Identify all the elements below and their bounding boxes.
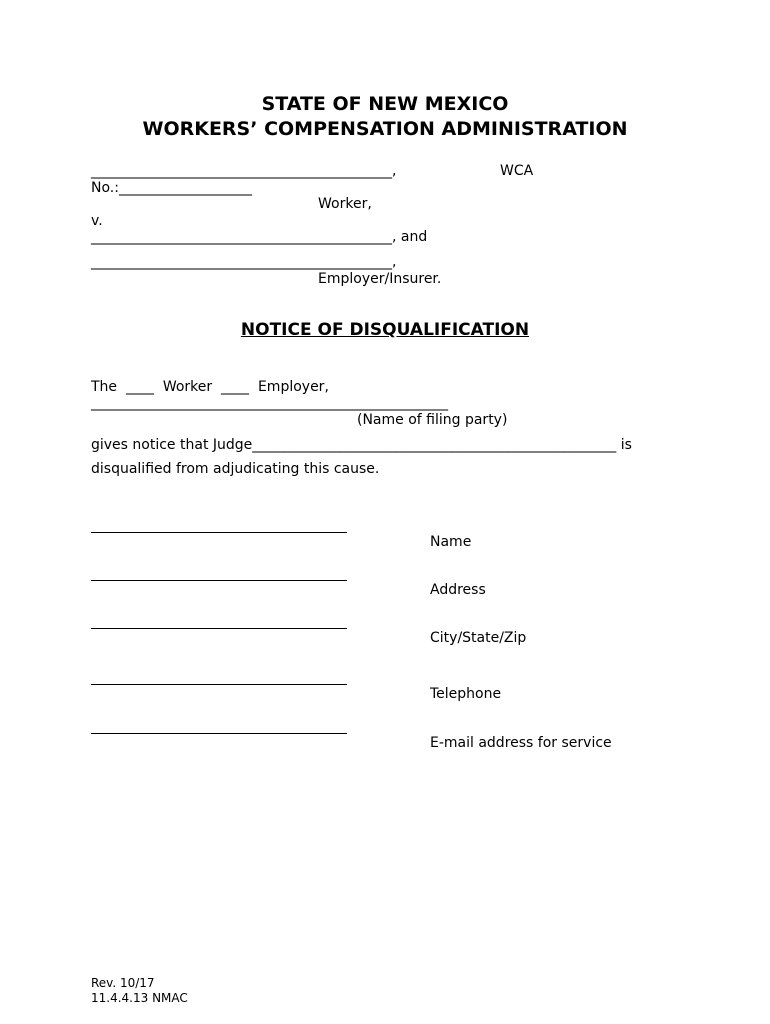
email-label: E-mail address for service xyxy=(430,735,612,751)
signature-line-email xyxy=(91,733,347,734)
versus-label: v. xyxy=(91,213,103,229)
address-label: Address xyxy=(430,582,486,598)
judge-line: gives notice that Judge____________________________________________________ is xyxy=(91,437,632,453)
name-label: Name xyxy=(430,534,472,550)
employer-insurer-label: Employer/Insurer. xyxy=(318,271,442,287)
filing-party-checkboxes: The ____ Worker ____ Employer, xyxy=(91,379,329,395)
agency-title: WORKERS’ COMPENSATION ADMINISTRATION xyxy=(142,118,628,140)
insurer-name-line: ___________________________________________, xyxy=(91,254,397,270)
state-title: STATE OF NEW MEXICO xyxy=(261,93,509,115)
filing-party-name-line: ___________________________________________________ xyxy=(91,395,448,411)
worker-label: Worker, xyxy=(318,196,372,212)
telephone-label: Telephone xyxy=(430,686,502,702)
filing-party-label: (Name of filing party) xyxy=(357,412,508,428)
wca-label: WCA xyxy=(500,163,534,179)
city-state-zip-label: City/State/Zip xyxy=(430,630,527,646)
revision-date: Rev. 10/17 xyxy=(91,976,155,990)
disqualified-text: disqualified from adjudicating this cause. xyxy=(91,461,380,477)
signature-line-address xyxy=(91,580,347,581)
employer-name-line: ___________________________________________, and xyxy=(91,229,428,245)
notice-title: NOTICE OF DISQUALIFICATION xyxy=(240,320,530,340)
signature-line-telephone xyxy=(91,684,347,685)
signature-line-city xyxy=(91,628,347,629)
worker-name-line: ___________________________________________, xyxy=(91,163,397,179)
signature-line-name xyxy=(91,532,347,533)
wca-number-line: No.:___________________ xyxy=(91,180,252,196)
nmac-reference: 11.4.4.13 NMAC xyxy=(91,991,188,1005)
